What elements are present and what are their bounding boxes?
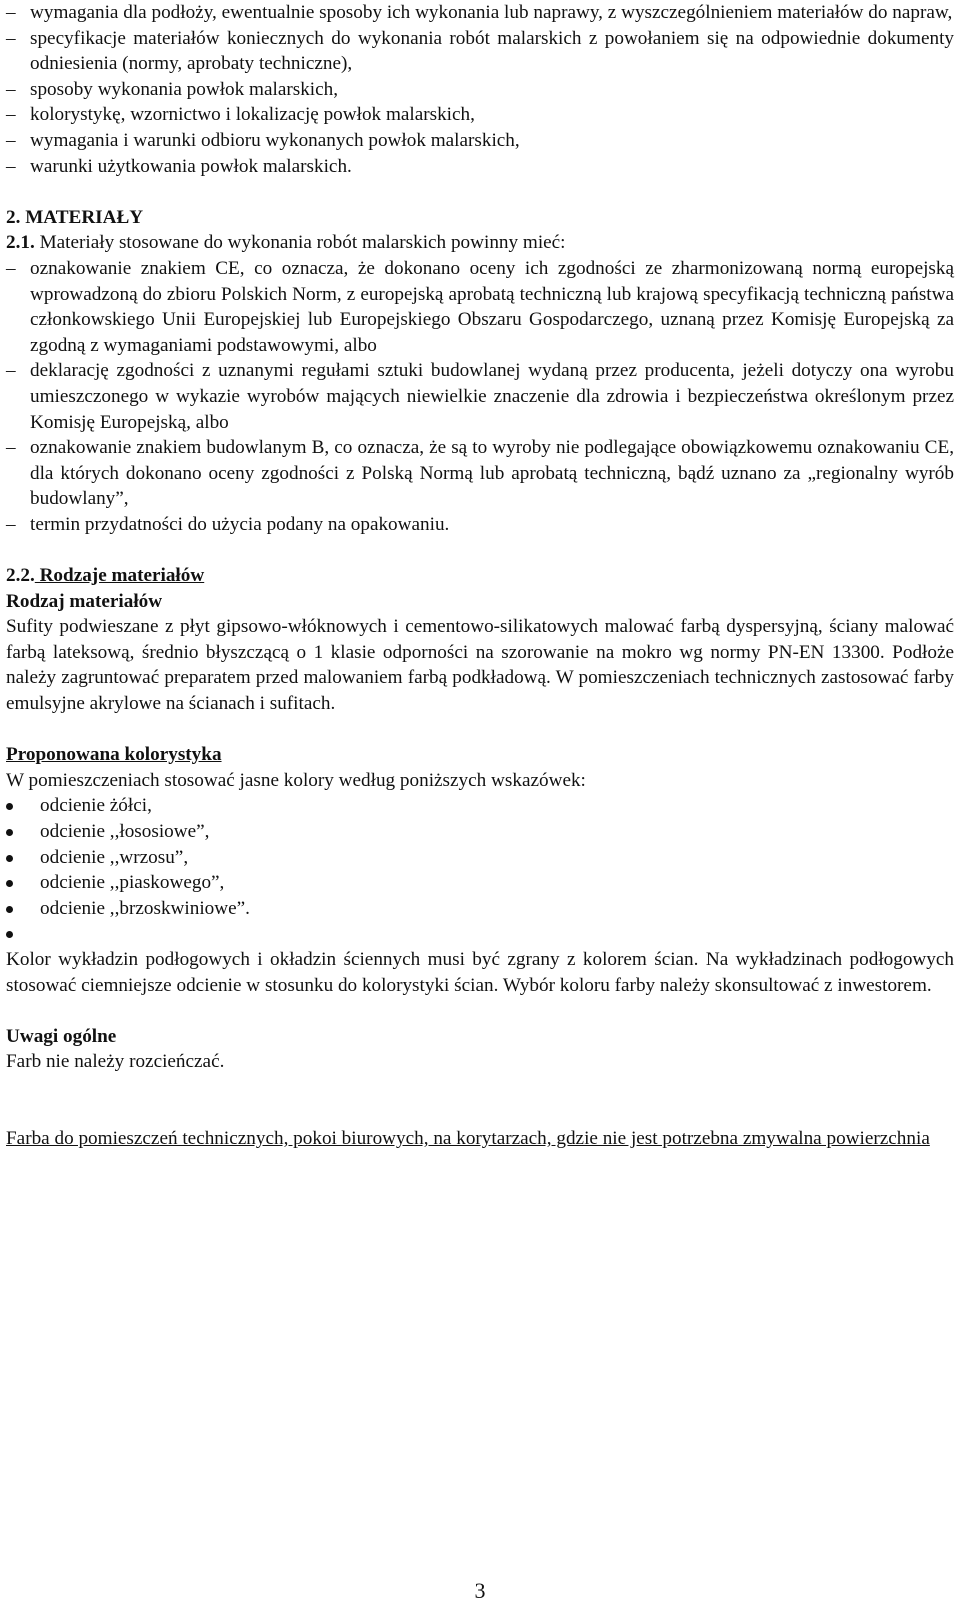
requirements-list [6,0,954,179]
technical-rooms-note: Farba do pomieszczeń technicznych, pokoi biurowych, na korytarzach, gdzie nie jest potrzebna zmywalna powierzchnia [6,1128,930,1150]
section-heading-materials: 2. MATERIAŁY [6,206,144,228]
subsection-text: Materiały stosowane do wykonania robót malarskich powinny mieć: [34,232,566,254]
color-scheme-heading: Proponowana kolorystyka [6,744,222,766]
page-number: 3 [474,1578,486,1603]
color-bullet-list [6,793,954,947]
bullet-icon [6,829,13,836]
bullet-icon [6,803,13,810]
bullet-item: odcienie ,,wrzosu”, [6,845,954,871]
list-item: – warunki użytkowania powłok malarskich. [6,154,954,180]
general-notes-heading: Uwagi ogólne [6,1025,117,1047]
bullet-icon [6,931,13,938]
bullet-item: odcienie żółci, [6,793,954,819]
list-item: – oznakowanie znakiem CE, co oznacza, że dokonano oceny ich zgodności ze zharmonizowaną normą europejską wprowadzoną do zbioru Polskich Norm, z europejską aprobatą techniczną lub krajową specyfikacją techniczną państwa członkowskiego Unii Europejskiej lub Europejskiego Obszaru Gospodarczego, uznaną przez Komisję Europejską za zgodną z wymaganiami podstawowymi, albo [6,256,954,358]
list-item: – oznakowanie znakiem budowlanym B, co oznacza, że są to wyroby nie podlegające obowiązkowemu oznakowaniu CE, dla których dokonano oceny zgodności z Polską Normą lub aprobatą techniczną, bądź uznano za „regionalny wyrób budowlany”, [6,435,954,512]
subsection-number: 2.2. [6,565,35,587]
list-item: – specyfikacje materiałów koniecznych do wykonania robót malarskich z powołaniem się na odpowiednie dokumenty odniesienia (normy, aprobaty techniczne), [6,26,954,77]
subsection-2-2 [6,563,954,589]
bullet-icon [6,880,13,887]
bullet-icon [6,855,13,862]
list-item: – wymagania i warunki odbioru wykonanych powłok malarskich, [6,128,954,154]
material-type-body: Sufity podwieszane z płyt gipsowo-włóknowych i cementowo-silikatowych malować farbą dyspersyjną, ściany malować farbą lateksową, średnio błyszczącą o 1 klasie odporności na szorowanie na mokro wg normy PN-EN 13300. Podłoże należy zagruntować preparatem przed malowaniem farbą podkładową. W pomieszczeniach technicznych zastosować farby emulsyjne akrylowe na ścianach i sufitach. [6,616,954,715]
subsection-number: 2.1. [6,232,35,254]
subsection-2-1 [6,230,954,256]
document-page [6,0,954,1603]
material-type-heading: Rodzaj materiałów [6,590,163,612]
bullet-item [6,921,954,947]
bullet-item: odcienie ,,łososiowe”, [6,819,954,845]
bullet-item: odcienie ,,piaskowego”, [6,870,954,896]
list-item: – kolorystykę, wzornictwo i lokalizację powłok malarskich, [6,102,954,128]
color-note: Kolor wykładzin podłogowych i okładzin ściennych musi być zgrany z kolorem ścian. Na wykładzinach podłogowych stosować ciemniejsze odcienie w stosunku do kolorystyki ścian. Wybór koloru farby należy skonsultować z inwestorem. [6,948,954,996]
color-scheme-intro: W pomieszczeniach stosować jasne kolory według poniższych wskazówek: [6,769,586,791]
list-item: – sposoby wykonania powłok malarskich, [6,77,954,103]
bullet-icon [6,906,13,913]
list-item: – deklarację zgodności z uznanymi regułami sztuki budowlanej wydaną przez producenta, jeżeli dotyczy ona wyrobu umieszczonego w wykazie wyrobów mających niewielkie znaczenie dla zdrowia i bezpieczeństwa określonym przez Komisję Europejską, albo [6,358,954,435]
list-item: – termin przydatności do użycia podany na opakowaniu. [6,512,954,538]
list-item: – wymagania dla podłoży, ewentualnie sposoby ich wykonania lub naprawy, z wyszczególnieniem materiałów do napraw, [6,0,954,26]
general-notes-text: Farb nie należy rozcieńczać. [6,1051,225,1073]
subsection-heading: Rodzaje materiałów [34,565,205,587]
bullet-item: odcienie ,,brzoskwiniowe”. [6,896,954,922]
materials-requirements-list [6,256,954,538]
